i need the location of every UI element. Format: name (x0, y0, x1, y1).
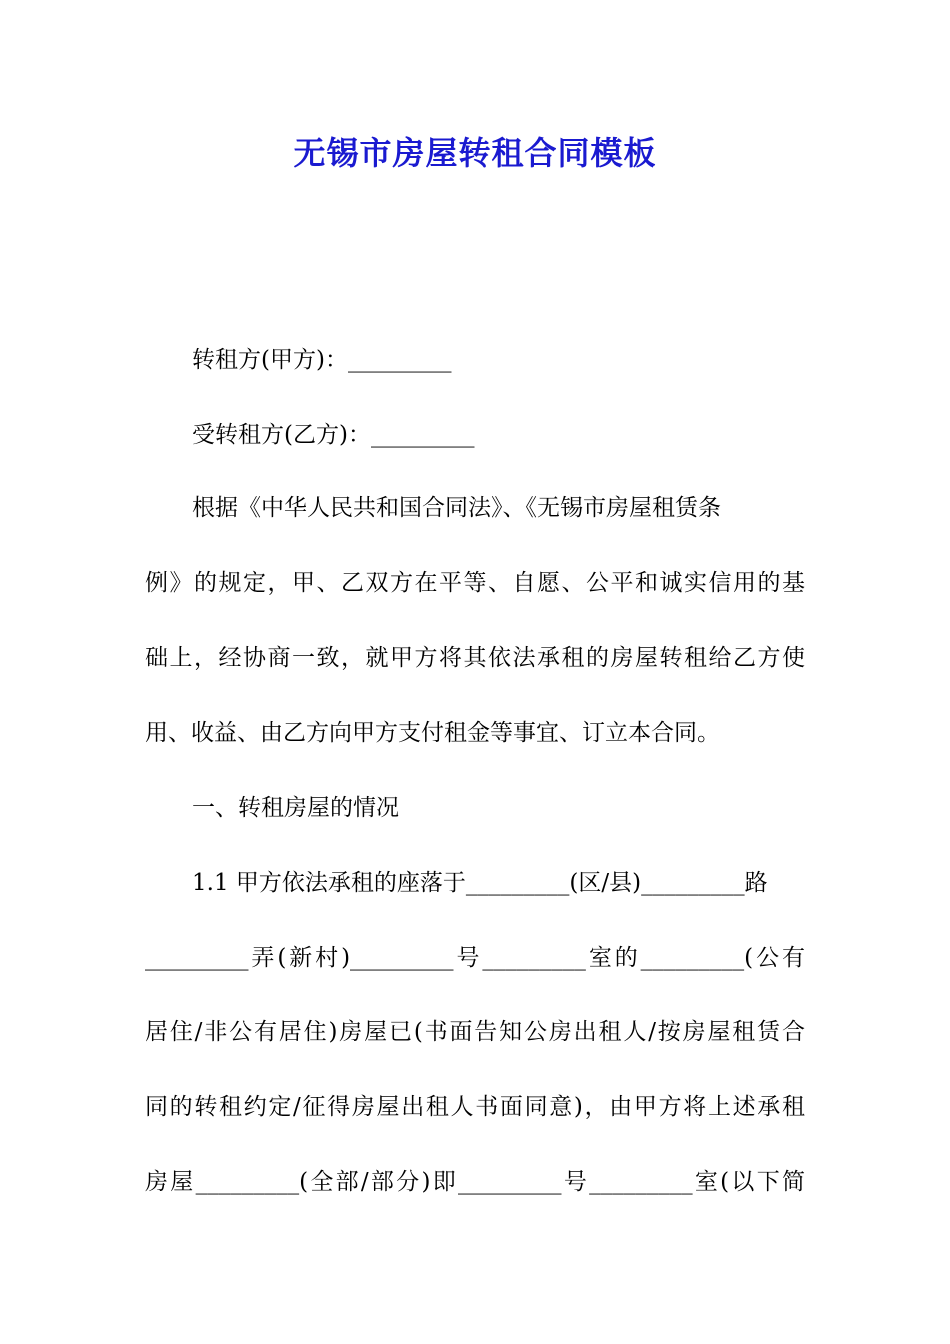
clause-1-1-line-3: 居住/非公有居住)房屋已(书面告知公房出租人/按房屋租赁合 (145, 1019, 805, 1045)
clause-1-1-line-1: 1.1 甲方依法承租的座落于_________(区/县)_________路 (192, 870, 768, 896)
preamble-line-1: 根据《中华人民共和国合同法》、《无锡市房屋租赁条 (192, 495, 721, 521)
preamble-line-4: 用、收益、由乙方向甲方支付租金等事宜、订立本合同。 (145, 720, 720, 746)
document-title: 无锡市房屋转租合同模板 (293, 134, 657, 172)
preamble-line-2: 例》的规定，甲、乙双方在平等、自愿、公平和诚实信用的基 (145, 570, 805, 596)
clause-1-1-line-4: 同的转租约定/征得房屋出租人书面同意)，由甲方将上述承租 (145, 1094, 805, 1120)
clause-1-1-line-2: _________弄(新村)_________号_________室的_________(公有 (145, 945, 805, 971)
sublessor-party-line: 转租方(甲方)：_________ (192, 347, 452, 373)
sublessee-party-line: 受转租方(乙方)：_________ (192, 422, 475, 448)
preamble-line-3: 础上，经协商一致，就甲方将其依法承租的房屋转租给乙方使 (145, 645, 805, 671)
clause-1-1-line-5: 房屋_________(全部/部分)即_________号_________室(以下简 (145, 1169, 805, 1195)
section-heading: 一、转租房屋的情况 (192, 795, 399, 821)
